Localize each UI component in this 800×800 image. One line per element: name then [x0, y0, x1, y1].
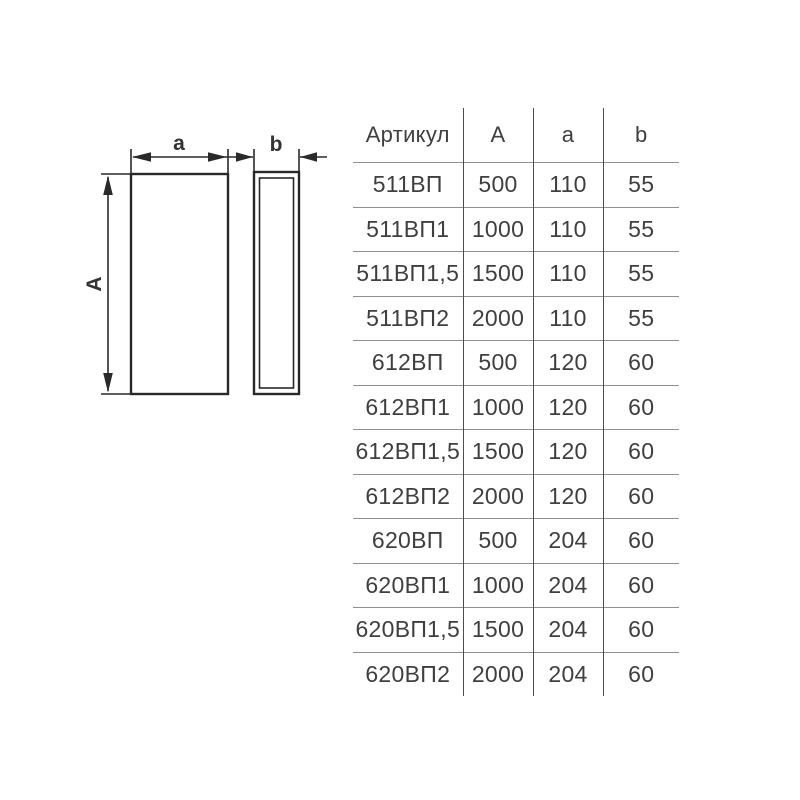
b-cell: 60: [603, 563, 679, 608]
b-cell: 60: [603, 385, 679, 430]
b-cell: 55: [603, 163, 679, 208]
article-cell: 511ВП2: [353, 296, 463, 341]
table-row: [353, 430, 679, 475]
A-cell: 1500: [463, 608, 533, 653]
a-cell: 120: [533, 341, 603, 386]
dimension-b-label: b: [269, 133, 283, 156]
a-cell: 204: [533, 608, 603, 653]
col-header-a: a: [533, 108, 603, 163]
article-cell: 620ВП: [353, 519, 463, 564]
dimension-b: [226, 133, 327, 172]
dimension-A-label: A: [83, 276, 106, 292]
article-cell: 620ВП1,5: [353, 608, 463, 653]
dimension-a-label: a: [173, 132, 185, 155]
A-cell: 1000: [463, 207, 533, 252]
arrowhead-up-icon: [103, 176, 113, 196]
col-header-b: b: [603, 108, 679, 163]
table-row: [353, 563, 679, 608]
article-cell: 612ВП: [353, 341, 463, 386]
a-cell: 110: [533, 296, 603, 341]
a-cell: 120: [533, 430, 603, 475]
table-row: [353, 385, 679, 430]
b-cell: 60: [603, 474, 679, 519]
arrowhead-down-icon: [103, 373, 113, 393]
a-cell: 110: [533, 252, 603, 297]
arrowhead-right-icon: [236, 152, 253, 162]
article-cell: 612ВП1,5: [353, 430, 463, 475]
dimension-a: [131, 132, 228, 174]
header-row: [353, 108, 679, 163]
A-cell: 500: [463, 519, 533, 564]
table-row: [353, 652, 679, 696]
a-cell: 204: [533, 563, 603, 608]
spec-table: [353, 108, 679, 696]
arrowhead-right-icon: [208, 152, 227, 162]
a-cell: 120: [533, 385, 603, 430]
article-cell: 511ВП1: [353, 207, 463, 252]
article-cell: 620ВП2: [353, 652, 463, 696]
a-cell: 120: [533, 474, 603, 519]
dimension-A: [83, 174, 131, 394]
a-cell: 204: [533, 652, 603, 696]
table-row: [353, 474, 679, 519]
table-row: [353, 519, 679, 564]
article-cell: 612ВП1: [353, 385, 463, 430]
b-cell: 55: [603, 252, 679, 297]
b-cell: 60: [603, 608, 679, 653]
b-cell: 60: [603, 341, 679, 386]
table-row: [353, 608, 679, 653]
article-cell: 511ВП1,5: [353, 252, 463, 297]
arrowhead-left-icon: [300, 152, 317, 162]
A-cell: 500: [463, 341, 533, 386]
a-cell: 110: [533, 163, 603, 208]
A-cell: 500: [463, 163, 533, 208]
article-cell: 511ВП: [353, 163, 463, 208]
b-cell: 60: [603, 652, 679, 696]
col-header-A: A: [463, 108, 533, 163]
b-cell: 60: [603, 519, 679, 564]
article-cell: 612ВП2: [353, 474, 463, 519]
b-cell: 55: [603, 207, 679, 252]
front-view: [131, 174, 228, 394]
a-cell: 204: [533, 519, 603, 564]
b-cell: 55: [603, 296, 679, 341]
A-cell: 1000: [463, 385, 533, 430]
A-cell: 1500: [463, 430, 533, 475]
A-cell: 2000: [463, 474, 533, 519]
article-cell: 620ВП1: [353, 563, 463, 608]
a-cell: 110: [533, 207, 603, 252]
A-cell: 2000: [463, 296, 533, 341]
col-header-article: Артикул: [365, 122, 450, 147]
table-row: [353, 163, 679, 208]
A-cell: 2000: [463, 652, 533, 696]
b-cell: 60: [603, 430, 679, 475]
table-row: [353, 341, 679, 386]
table-row: [353, 252, 679, 297]
A-cell: 1000: [463, 563, 533, 608]
arrowhead-left-icon: [132, 152, 151, 162]
side-view: [254, 172, 299, 394]
A-cell: 1500: [463, 252, 533, 297]
table-row: [353, 296, 679, 341]
table-row: [353, 207, 679, 252]
